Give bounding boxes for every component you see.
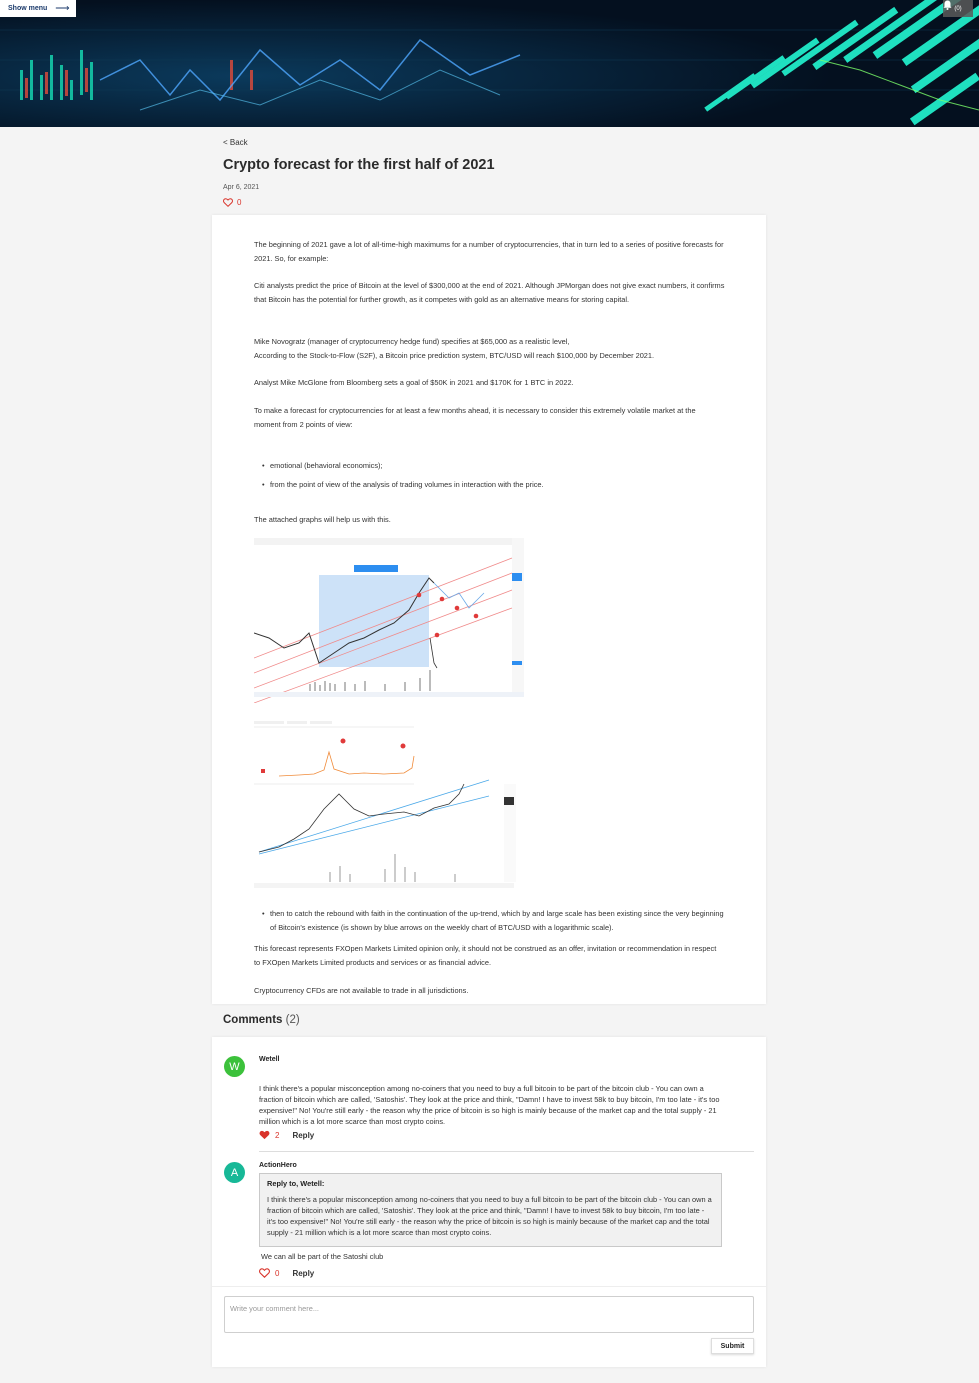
bell-icon <box>943 0 952 10</box>
btc-channel-chart-image <box>254 538 524 703</box>
arrow-right-icon: ⟶ <box>55 2 70 14</box>
reply-button[interactable]: Reply <box>292 1130 315 1140</box>
reply-button[interactable]: Reply <box>292 1268 315 1278</box>
post-date: Apr 6, 2021 <box>223 184 260 191</box>
heart-filled-icon[interactable] <box>259 1130 270 1140</box>
avatar: A <box>224 1162 245 1183</box>
comment-author: ActionHero <box>259 1162 297 1169</box>
comment-input[interactable] <box>224 1296 754 1333</box>
header-banner <box>0 0 979 127</box>
article-paragraph: Analyst Mike McGlone from Bloomberg sets a goal of $50K in 2021 and $170K for 1 BTC in 2022. <box>254 378 574 387</box>
article-bullet: • from the point of view of the analysis of trading volumes in interaction with the price. <box>270 478 730 492</box>
article-paragraph: To make a forecast for cryptocurrencies for at least a few months ahead, it is necessary to consider this extremely volatile market at the moment from 2 points of view: <box>254 406 696 429</box>
submit-button[interactable]: Submit <box>711 1338 754 1354</box>
quote-text: I think there's a popular misconception among no-coiners that you need to buy a full bitcoin to be part of the bitcoin club - You can own a fraction of bitcoin which are called, 'Satoshis'. They look at the price and think, "Damn! I have to invest 58k to buy bitcoin, I'm too late - it's too expensive!" No! You're still early - the reason why the price of bitcoin is so high is mainly because of the market cap and the total supply - 21 million which is a lot more scarce than most crypto coins. <box>267 1195 712 1237</box>
article-cfd-note: Cryptocurrency CFDs are not available to trade in all jurisdictions. <box>254 986 469 995</box>
comments-count: (2) <box>285 1014 300 1026</box>
article-disclaimer: This forecast represents FXOpen Markets Limited opinion only, it should not be construed as an offer, invitation or recommendation in respect to FXOpen Markets Limited products and services or as financial advice. <box>254 944 717 967</box>
comment-like-count: 0 <box>275 1268 280 1278</box>
article-paragraph: Citi analysts predict the price of Bitcoin at the level of $300,000 at the end of 2021. Although JPMorgan does not give exact numbers, it confirms that Bitcoin has the potential for further growth, as it competes with gold as an alternative means for storing capital. <box>254 281 725 304</box>
comment-like-count: 2 <box>275 1130 280 1140</box>
article-paragraph: According to the Stock-to-Flow (S2F), a Bitcoin price prediction system, BTC/USD will reach $100,000 by December 2021. <box>254 351 655 360</box>
avatar: W <box>224 1056 245 1077</box>
quote-header: Reply to, Wetell: <box>267 1179 325 1188</box>
heart-outline-icon[interactable] <box>259 1268 270 1278</box>
comment-actions <box>259 1268 314 1278</box>
article-body <box>212 215 766 1004</box>
heart-outline-icon <box>223 198 233 207</box>
show-menu-button[interactable] <box>0 0 76 17</box>
btc-log-chart-image <box>254 704 524 890</box>
article-like-button[interactable] <box>223 198 241 207</box>
article-bullet: • emotional (behavioral economics); <box>270 459 730 473</box>
comment-text: We can all be part of the Satoshi club <box>261 1252 384 1261</box>
comment-form-divider <box>212 1286 766 1287</box>
article-paragraph: The beginning of 2021 gave a lot of all-time-high maximums for a number of cryptocurrencies, that in turn led to a series of positive forecasts for 2021. So, for example: <box>254 240 724 263</box>
article-paragraph: The attached graphs will help us with this. <box>254 515 391 524</box>
comment-actions <box>259 1130 314 1140</box>
comments-heading <box>223 1014 300 1026</box>
show-menu-label: Show menu <box>8 5 48 12</box>
notifications-button[interactable] <box>943 0 973 17</box>
comments-heading-label: Comments <box>223 1014 283 1026</box>
article-like-count: 0 <box>237 198 242 207</box>
banner-chart-graphic <box>0 0 979 127</box>
comment-text: I think there's a popular misconception among no-coiners that you need to buy a full bitcoin to be part of the bitcoin club - You can own a fraction of bitcoin which are called, 'Satoshis'. They look at the price and think, "Damn! I have to invest 58k to buy bitcoin, I'm too late - it's too expensive!" No! You're still early - the reason why the price of bitcoin is so high is mainly because of the market cap and the total supply - 21 million which is a lot more scarce than most crypto coins. <box>259 1084 720 1126</box>
comments-section <box>212 1037 766 1367</box>
article-bullet: • then to catch the rebound with faith in the continuation of the up-trend, which by and large scale has been existing since the very beginning of Bitcoin's existence (is shown by blue arrows on the weekly chart of BTC/USD with a logarithmic scale). <box>270 907 730 935</box>
comment-author: Wetell <box>259 1056 280 1063</box>
comment-divider <box>259 1151 754 1152</box>
notifications-count: (0) <box>954 5 962 12</box>
page-title: Crypto forecast for the first half of 2021 <box>223 157 495 173</box>
quoted-reply <box>259 1173 722 1247</box>
article-paragraph: Mike Novogratz (manager of cryptocurrency hedge fund) specifies at $65,000 as a realistic level, <box>254 337 570 346</box>
back-link[interactable]: < Back <box>223 138 248 147</box>
